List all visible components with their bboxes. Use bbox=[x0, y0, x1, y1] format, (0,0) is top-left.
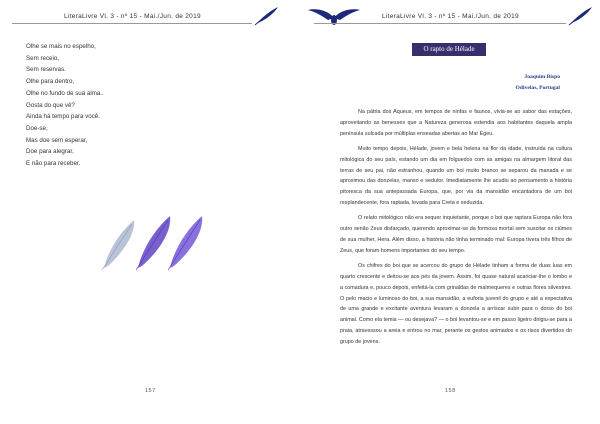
feathers-illustration bbox=[98, 212, 208, 272]
poem-line: Doe-se, bbox=[26, 124, 48, 132]
poem-line: Olhe no fundo de sua alma.. bbox=[26, 89, 104, 97]
feather-icon bbox=[102, 220, 134, 270]
page-number: 158 bbox=[445, 388, 456, 394]
poem-line: Sem receio, bbox=[26, 54, 60, 62]
page-number: 157 bbox=[145, 388, 156, 394]
poem-line: Olhe para dentro, bbox=[26, 78, 75, 86]
poem-line: Doe para alegrar, bbox=[26, 148, 74, 156]
article-paragraph: Muito tempo depois, Hélade, jovem e bela helena na flor da idade, instruída na cultura mitológica do seu país, estando um dia em folguedos com as amigas na almargem litoral das terras de seu pai, não estranhou, quando um boi muito branco se separou da manada e se aproximou das donzelas, manso e sedutor. Imediatamente lhe acudiu ao pensamento a história pitoresca da sua antepassada Europa, que, por via da mansidão encantadora de um boi resplandecente, fora raptada, levada para Creta e seduzida. bbox=[340, 145, 572, 207]
poem bbox=[26, 41, 104, 170]
author-block bbox=[516, 72, 560, 94]
article-paragraph: Os chifres do boi que se acercou do grupo de Hélade tinham a forma de duas luas em quarto crescente e deitou-se aos pés da jovem. Assim, foi quase natural acariciar-lhe o lombo e a comadura e, pouco depois, enfeitá-la com grinaldas de malmequeres e outras flores silvestres. O pelo macio e luminoso do boi, a sua mansidão, a euforia juvenil do grupo e até a expectativa de uma grande e excitante aventura levaram a donzela a arriscar subir para o dorso do boi animal. Como ela temia — ou desejava? — o boi levantou-se e em passo ligeiro dirigiu-se para a praia, atravessou a areia e entrou no mar, perante os gestos animados e os risos divertidos do grupo de jovens. bbox=[340, 262, 572, 346]
header-rule bbox=[12, 23, 252, 24]
feather-icon bbox=[168, 216, 202, 270]
feather-icon bbox=[136, 216, 170, 270]
eagle-logo-icon bbox=[306, 6, 362, 28]
poem-line: Gosta do que vê? bbox=[26, 101, 75, 109]
quill-pen-icon bbox=[252, 6, 280, 26]
header-rule bbox=[314, 23, 566, 24]
article-paragraph: O relato mitológico não era sequer inquietante, porque o boi que raptara Europa não fora outro senão Zeus disfarçado, querendo aproximar-se da formosa mortal sem suscitar os ciúmes de sua mulher, Hera. Além disso, a história não tinha terminado mal: Europa tivera três filhos de Zeus, que foram homens importantes do seu tempo. bbox=[340, 215, 572, 254]
author-name: Joaquim Bispo bbox=[524, 74, 560, 80]
article-title: O rapto de Hélade bbox=[412, 43, 486, 56]
page-header bbox=[12, 6, 292, 26]
poem-line: Ainda há tempo para você. bbox=[26, 113, 100, 121]
poem-line: Olhe se mais no espelho, bbox=[26, 43, 96, 50]
author-place: Odivelas, Portugal bbox=[515, 85, 560, 91]
header-text: LiteraLivre Vl. 3 - nº 15 - Mai./Jun. de 2019 bbox=[64, 13, 201, 20]
article-paragraph: Na pátria dos Aqueus, em tempos de ninfas e faunos, vivia-se ao sabor das estações, aproveitando as benesses que a Natureza generosa estendia aos habitantes daquela ampla península sulcada por múltiplas enseadas abertas ao Mar Egeu. bbox=[340, 109, 572, 137]
header-text: LiteraLivre Vl. 3 - nº 15 - Mai./Jun. de 2019 bbox=[382, 13, 519, 20]
page-header bbox=[314, 6, 594, 26]
poem-line: Mas doe sem esperar, bbox=[26, 136, 88, 144]
article-body bbox=[340, 107, 572, 352]
quill-pen-icon bbox=[566, 6, 594, 26]
poem-line: Sem reservas. bbox=[26, 66, 66, 74]
poem-line: E não para receber. bbox=[26, 160, 81, 168]
right-page bbox=[300, 0, 600, 424]
